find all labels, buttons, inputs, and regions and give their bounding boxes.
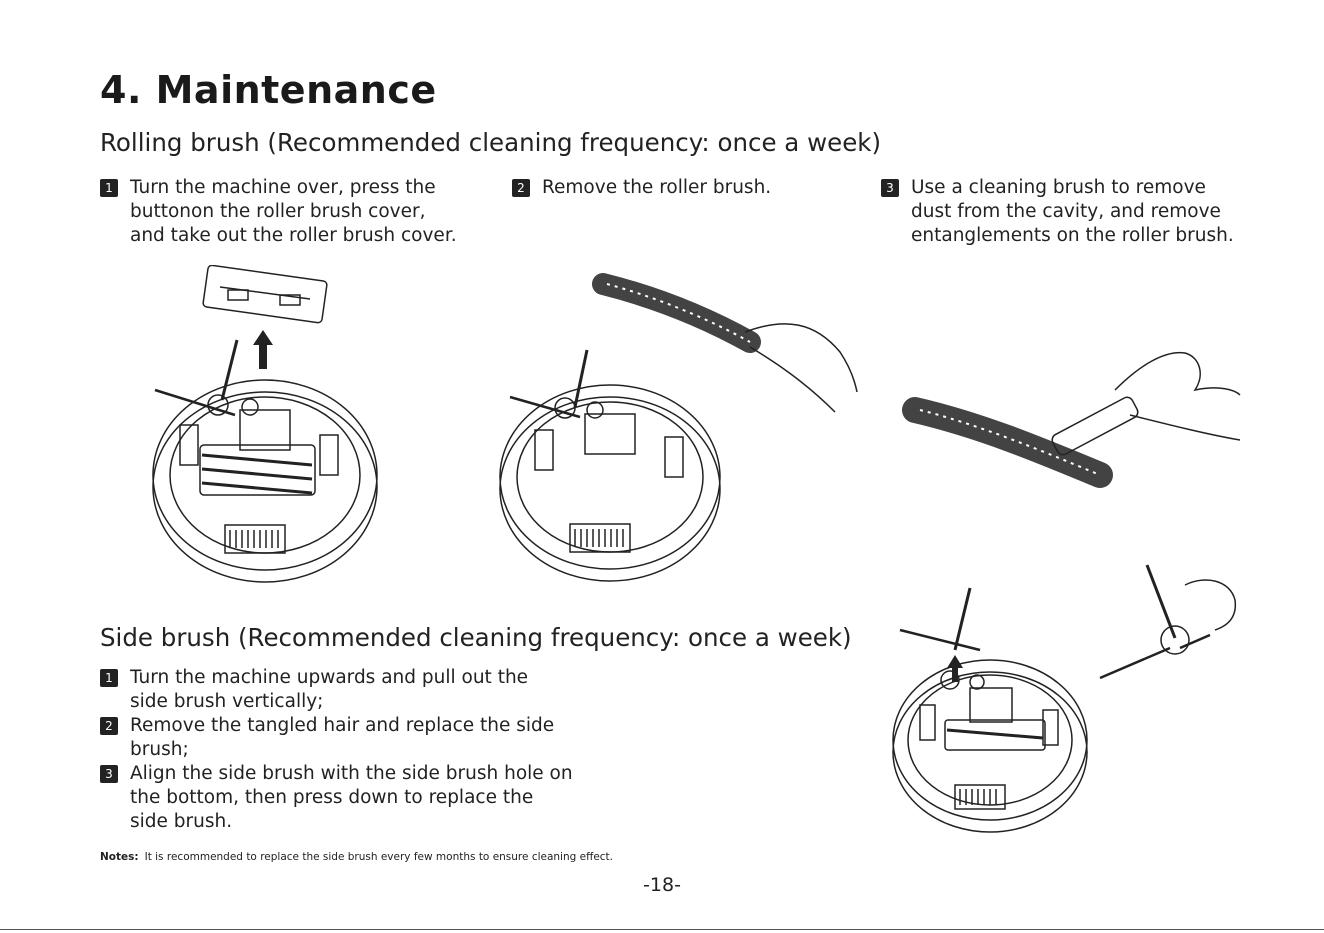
robot-cover-removal-illustration xyxy=(140,265,390,585)
side-brush-removal-illustration xyxy=(885,560,1245,840)
notes-label: Notes: xyxy=(100,851,139,863)
rolling-brush-heading: Rolling brush (Recommended cleaning frequency: once a week) xyxy=(100,128,882,157)
step-number-badge: 1 xyxy=(100,179,118,197)
step-number-badge: 2 xyxy=(512,179,530,197)
step-number-badge: 3 xyxy=(100,765,118,783)
rolling-step-2 xyxy=(512,176,852,200)
step-text: Turn the machine over, press the buttonon the roller brush cover, and take out the roller brush cover. xyxy=(130,177,457,246)
step-text: Use a cleaning brush to remove dust from the cavity, and remove entanglements on the roller brush. xyxy=(911,177,1234,246)
step-number-badge: 1 xyxy=(100,669,118,687)
cleaning-roller-brush-illustration xyxy=(900,345,1245,505)
step-text: Remove the roller brush. xyxy=(542,177,772,198)
step-text: Align the side brush with the side brush hole on the bottom, then press down to replace the side brush. xyxy=(130,763,573,832)
side-step-1 xyxy=(100,666,620,714)
notes xyxy=(100,851,613,863)
rolling-step-1 xyxy=(100,176,500,248)
bottom-rule xyxy=(0,929,1324,930)
roller-brush-removal-illustration xyxy=(495,262,865,582)
step-number-badge: 2 xyxy=(100,717,118,735)
notes-text: It is recommended to replace the side brush every few months to ensure cleaning effect. xyxy=(144,851,614,863)
step-text: Turn the machine upwards and pull out the side brush vertically; xyxy=(130,667,529,712)
side-step-3 xyxy=(100,762,620,834)
side-step-2 xyxy=(100,714,620,762)
page-number: -18- xyxy=(643,874,681,896)
side-brush-heading: Side brush (Recommended cleaning frequency: once a week) xyxy=(100,623,852,652)
step-text: Remove the tangled hair and replace the side brush; xyxy=(130,715,555,760)
step-number-badge: 3 xyxy=(881,179,899,197)
page-title: 4. Maintenance xyxy=(100,68,437,112)
rolling-step-3 xyxy=(881,176,1301,248)
